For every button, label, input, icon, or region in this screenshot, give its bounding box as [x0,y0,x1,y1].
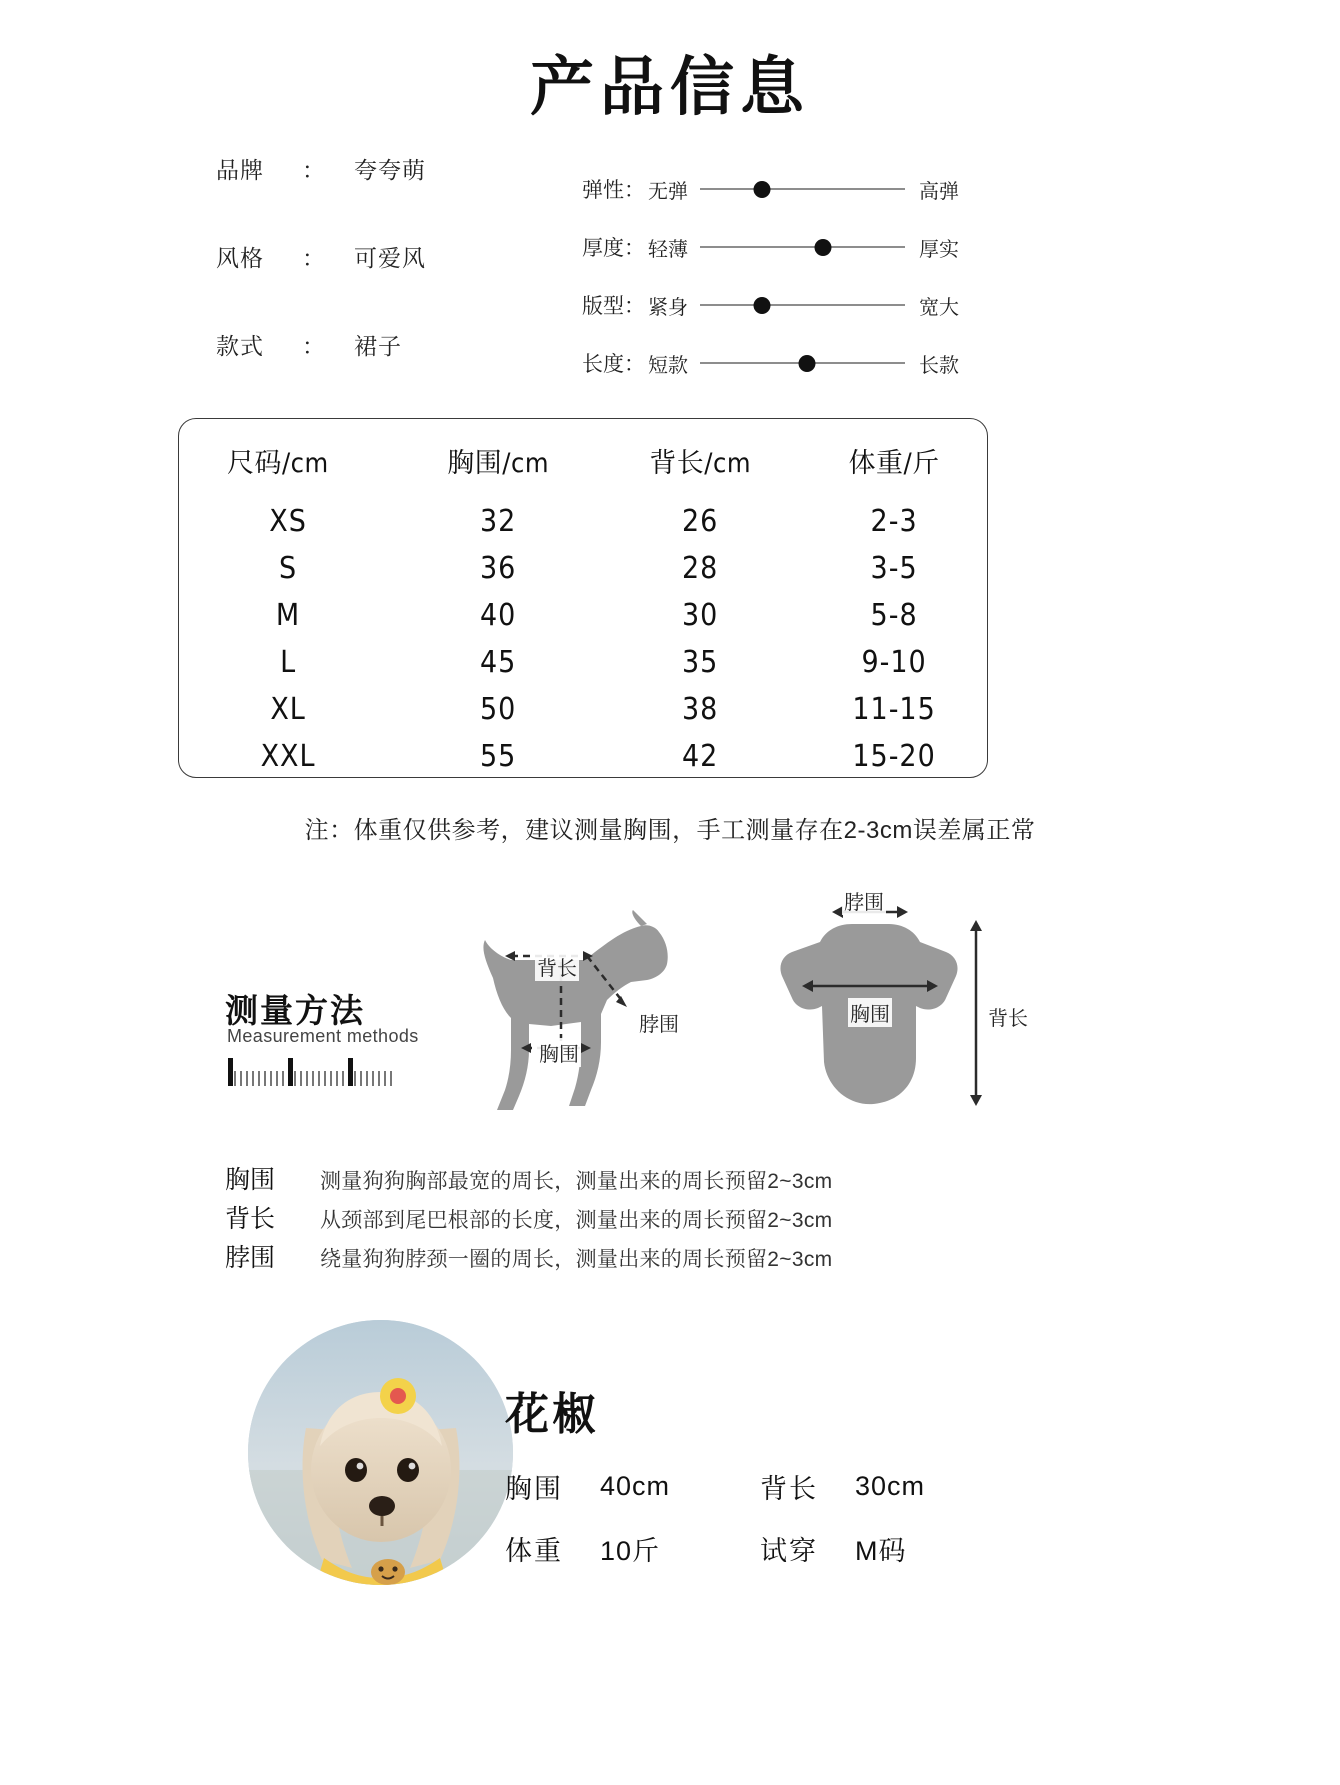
ruler-tick [294,1071,296,1086]
garment-label-neck-girth: 脖围 [842,886,886,915]
measurement-desc-text-backlength: 从颈部到尾巴根部的长度，测量出来的周长预留2~3cm [320,1209,833,1232]
table-cell: 42 [681,739,719,774]
pet-spec-key-chest: 胸围 [505,1473,563,1504]
slider-right-label-thickness: 厚实 [919,238,959,261]
slider-left-label-length: 短款 [648,354,688,377]
attribute-colon-brand: ： [302,157,326,183]
pet-name: 花椒 [505,1389,599,1440]
slider-track-fit[interactable] [700,296,905,314]
table-cell: L [280,645,297,680]
table-row [179,686,987,733]
slider-right-label-length: 长款 [919,354,959,377]
garment-label-back-length: 背长 [986,1002,1030,1031]
table-row [179,545,987,592]
measurement-description-list [225,1160,1125,1277]
pet-spec-key-backlength: 背长 [760,1473,818,1504]
ruler-tick [348,1058,353,1086]
dog-label-neck-girth: 脖围 [637,1008,681,1037]
table-cell: 32 [479,504,517,539]
slider-left-label-fit: 紧身 [648,296,688,319]
slider-knob-length[interactable] [798,355,815,372]
table-cell: 26 [681,504,719,539]
table-cell: 40 [479,598,517,633]
slider-knob-thickness[interactable] [815,239,832,256]
ruler-icon [228,1052,398,1086]
garment-label-chest-girth: 胸围 [848,998,892,1027]
pet-spec-row-1 [505,1455,995,1517]
ruler-tick [366,1071,368,1086]
ruler-tick [234,1071,236,1086]
page-title: 产品信息 [530,51,810,125]
pet-spec-value-trysize: M码 [855,1535,907,1566]
ruler-tick [270,1071,272,1086]
attribute-row-type [216,328,546,416]
table-cell: 5-8 [870,598,918,633]
slider-row-fit [582,276,1002,334]
ruler-tick [384,1071,386,1086]
size-chart-note: 注：体重仅供参考，建议测量胸围，手工测量存在2-3cm误差属正常 [304,817,1036,844]
attribute-row-style [216,240,546,328]
ruler-tick [258,1071,260,1086]
table-cell: S [279,551,298,586]
pet-spec-value-weight: 10斤 [600,1535,661,1566]
dog-measure-diagram [455,910,715,1140]
ruler-tick [246,1071,248,1086]
size-chart-header-backlength: 背长/cm [649,448,752,479]
pet-spec-row-2 [505,1517,995,1579]
ruler-tick [264,1071,266,1086]
attribute-colon-type: ： [302,333,326,359]
ruler-tick [336,1071,338,1086]
table-cell: 45 [479,645,517,680]
slider-knob-fit[interactable] [753,297,770,314]
size-chart-header-row [179,419,987,480]
ruler-tick [300,1071,302,1086]
measurement-desc-backlength [225,1199,1125,1238]
table-cell: M [275,598,301,633]
ruler-tick [318,1071,320,1086]
measurement-section-title: 测量方法 [225,992,365,1029]
table-cell: 30 [681,598,719,633]
measurement-desc-neck [225,1238,1125,1277]
ruler-tick [240,1071,242,1086]
ruler-tick [342,1071,344,1086]
table-cell: 2-3 [870,504,918,539]
pet-spec-value-backlength: 30cm [855,1470,926,1501]
attribute-colon-style: ： [302,245,326,271]
slider-name-length: 长度： [582,353,645,376]
dog-label-chest-girth: 胸围 [537,1038,581,1067]
table-row [179,498,987,545]
slider-track-length[interactable] [700,354,905,372]
measurement-desc-key-chest: 胸围 [225,1166,276,1194]
slider-right-label-fit: 宽大 [919,296,959,319]
ruler-tick [312,1071,314,1086]
ruler-tick [372,1071,374,1086]
ruler-tick [288,1058,293,1086]
size-chart-header-chest: 胸围/cm [447,448,550,479]
table-cell: 3-5 [870,551,918,586]
measurement-desc-text-neck: 绕量狗狗脖颈一圈的周长，测量出来的周长预留2~3cm [320,1248,833,1271]
measurement-desc-key-neck: 脖围 [225,1244,276,1272]
table-cell: 35 [681,645,719,680]
pet-spec-value-chest: 40cm [600,1470,671,1501]
pet-photo [248,1320,513,1585]
slider-name-fit: 版型： [582,295,645,318]
slider-list [582,160,1002,392]
table-row [179,639,987,686]
ruler-tick [306,1071,308,1086]
size-chart-table [178,418,988,778]
attribute-value-brand: 夸夸萌 [354,157,426,183]
slider-left-label-elasticity: 无弹 [648,180,688,203]
slider-line-fit [700,304,905,306]
slider-row-length [582,334,1002,392]
size-chart-header-size: 尺码/cm [227,448,329,479]
pet-photo-image [248,1320,513,1585]
slider-line-elasticity [700,188,905,190]
table-cell: 38 [681,692,719,727]
measurement-section-subtitle: Measurement methods [227,1026,419,1046]
slider-name-elasticity: 弹性： [582,179,645,202]
size-chart-header-weight: 体重/斤 [848,448,940,479]
measurement-desc-key-backlength: 背长 [225,1205,276,1233]
slider-line-thickness [700,246,905,248]
ruler-tick [354,1071,356,1086]
pet-spec-weight [505,1529,760,1568]
slider-knob-elasticity[interactable] [753,181,770,198]
slider-row-thickness [582,218,1002,276]
pet-spec-backlength [760,1467,925,1506]
measurement-desc-chest [225,1160,1125,1199]
pet-spec-key-trysize: 试穿 [760,1535,818,1566]
attribute-label-type: 款式 [216,333,264,359]
slider-track-thickness[interactable] [700,238,905,256]
attribute-list [216,152,546,416]
table-cell: 11-15 [852,692,936,727]
ruler-tick [252,1071,254,1086]
slider-row-elasticity [582,160,1002,218]
ruler-tick [390,1071,392,1086]
ruler-tick [324,1071,326,1086]
size-chart-body [179,498,987,780]
ruler-tick [378,1071,380,1086]
ruler-tick [228,1058,233,1086]
pet-spec-list [505,1455,995,1579]
table-row [179,592,987,639]
table-cell: 9-10 [861,645,927,680]
table-cell: XXL [260,739,316,774]
attribute-value-style: 可爱风 [354,245,426,271]
slider-left-label-thickness: 轻薄 [648,238,688,261]
table-row [179,733,987,780]
attribute-row-brand [216,152,546,240]
ruler-tick [282,1071,284,1086]
table-cell: 28 [681,551,719,586]
dog-label-back-length: 背长 [535,952,579,981]
pet-spec-chest [505,1467,760,1506]
table-cell: 55 [479,739,517,774]
attribute-label-style: 风格 [216,245,264,271]
attribute-value-type: 裙子 [354,333,402,359]
table-cell: XL [270,692,306,727]
slider-track-elasticity[interactable] [700,180,905,198]
garment-measure-diagram [760,890,1028,1140]
table-cell: 36 [479,551,517,586]
table-cell: XS [269,504,307,539]
slider-right-label-elasticity: 高弹 [919,180,959,203]
pet-spec-trysize [760,1529,907,1568]
pet-spec-key-weight: 体重 [505,1535,563,1566]
attribute-label-brand: 品牌 [216,157,264,183]
table-cell: 50 [479,692,517,727]
ruler-tick [360,1071,362,1086]
ruler-tick [330,1071,332,1086]
ruler-tick [276,1071,278,1086]
measurement-desc-text-chest: 测量狗狗胸部最宽的周长，测量出来的周长预留2~3cm [320,1170,833,1193]
table-cell: 15-20 [852,739,936,774]
slider-name-thickness: 厚度： [582,237,645,260]
